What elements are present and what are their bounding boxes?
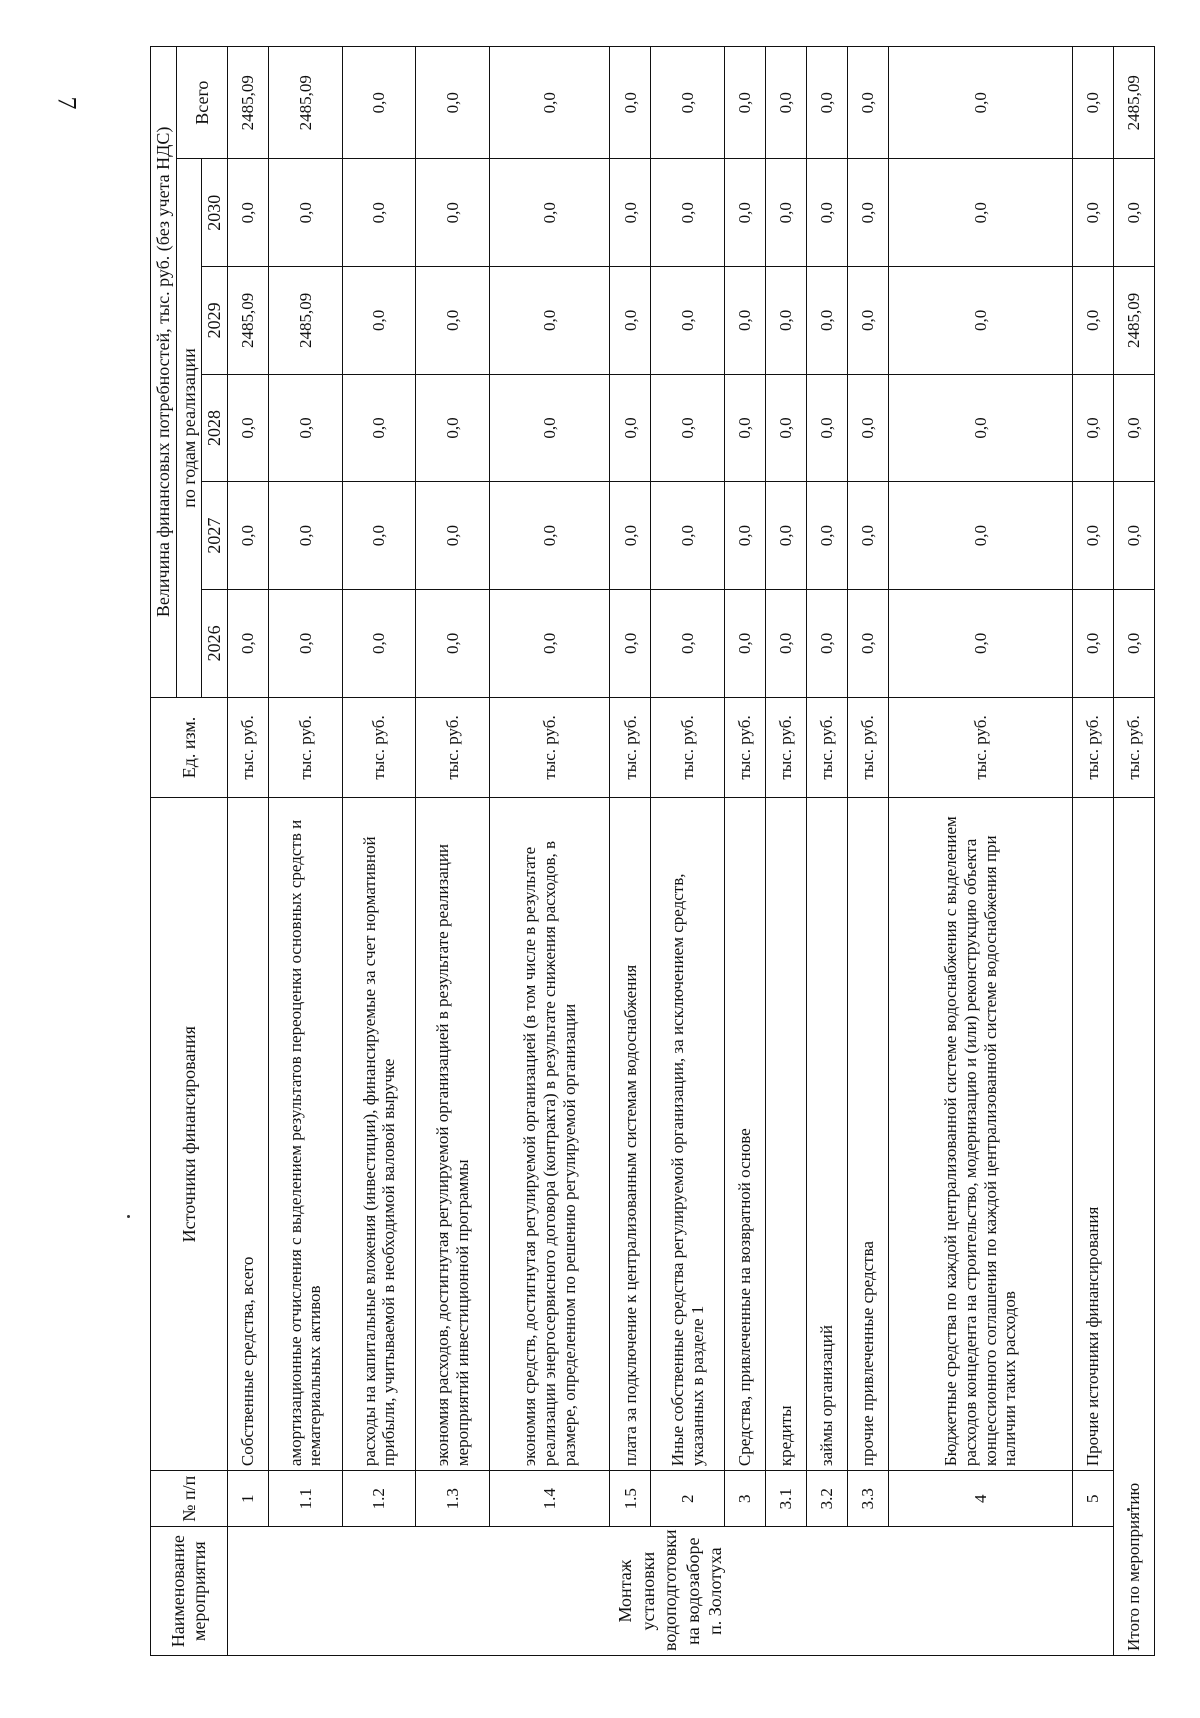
row-year-value: 0,0	[342, 374, 416, 482]
row-source: Собственные средства, всего	[228, 798, 269, 1471]
row-year-value: 0,0	[848, 267, 889, 375]
row-total-value: 0,0	[342, 47, 416, 159]
row-total-value: 0,0	[766, 47, 807, 159]
row-unit: тыс. руб.	[342, 697, 416, 798]
header-year: 2030	[202, 159, 228, 267]
row-number: 4	[889, 1471, 1073, 1527]
row-year-value: 0,0	[610, 374, 651, 482]
row-total-value: 0,0	[610, 47, 651, 159]
row-number: 5	[1072, 1471, 1113, 1527]
row-number: 3.3	[848, 1471, 889, 1527]
row-year-value: 0,0	[725, 159, 766, 267]
row-year-value: 0,0	[1072, 374, 1113, 482]
header-source: Источники финансирования	[151, 798, 228, 1471]
row-year-value: 0,0	[889, 267, 1073, 375]
row-year-value: 0,0	[228, 482, 269, 590]
row-year-value: 0,0	[1072, 590, 1113, 698]
total-sum-value: 2485,09	[1113, 47, 1154, 159]
row-year-value: 2485,09	[269, 267, 343, 375]
total-year-value: 0,0	[1113, 590, 1154, 698]
row-unit: тыс. руб.	[807, 697, 848, 798]
row-year-value: 0,0	[766, 482, 807, 590]
row-total-value: 0,0	[725, 47, 766, 159]
row-total-value: 0,0	[807, 47, 848, 159]
table-row	[416, 47, 490, 1656]
row-year-value: 0,0	[228, 590, 269, 698]
row-year-value: 0,0	[342, 482, 416, 590]
rotated-table-container	[150, 46, 1155, 1656]
row-total-value: 2485,09	[269, 47, 343, 159]
row-source: плата за подключение к централизованным системам водоснабжения	[610, 798, 651, 1471]
total-unit: тыс. руб.	[1113, 697, 1154, 798]
row-year-value: 0,0	[490, 482, 610, 590]
row-year-value: 0,0	[807, 590, 848, 698]
row-year-value: 0,0	[807, 267, 848, 375]
row-year-value: 2485,09	[228, 267, 269, 375]
table-row	[889, 47, 1073, 1656]
row-year-value: 0,0	[342, 267, 416, 375]
table-row	[848, 47, 889, 1656]
row-unit: тыс. руб.	[889, 697, 1073, 798]
row-source: Иные собственные средства регулируемой организации, за исключением средств, указанных в разделе 1	[651, 798, 725, 1471]
header-year: 2026	[202, 590, 228, 698]
row-year-value: 0,0	[807, 482, 848, 590]
row-total-value: 0,0	[889, 47, 1073, 159]
row-unit: тыс. руб.	[651, 697, 725, 798]
row-year-value: 0,0	[766, 267, 807, 375]
row-year-value: 0,0	[725, 590, 766, 698]
row-year-value: 0,0	[889, 482, 1073, 590]
row-year-value: 0,0	[766, 590, 807, 698]
header-project-name: Наименование мероприятия	[151, 1527, 228, 1656]
row-year-value: 0,0	[807, 159, 848, 267]
row-number: 2	[651, 1471, 725, 1527]
row-total-value: 0,0	[490, 47, 610, 159]
row-unit: тыс. руб.	[269, 697, 343, 798]
header-num: № п/п	[151, 1471, 228, 1527]
table-row	[766, 47, 807, 1656]
row-year-value: 0,0	[1072, 159, 1113, 267]
row-unit: тыс. руб.	[490, 697, 610, 798]
row-year-value: 0,0	[725, 267, 766, 375]
row-source: расходы на капитальные вложения (инвестиции), финансируемые за счет нормативной прибыли, учитываемой в необходимой валовой выручке	[342, 798, 416, 1471]
financing-table	[150, 46, 1155, 1656]
row-number: 3	[725, 1471, 766, 1527]
row-year-value: 0,0	[848, 590, 889, 698]
row-unit: тыс. руб.	[725, 697, 766, 798]
row-year-value: 0,0	[848, 374, 889, 482]
header-unit: Ед. изм.	[151, 697, 228, 798]
row-source: Прочие источники финансирования	[1072, 798, 1113, 1471]
row-year-value: 0,0	[889, 159, 1073, 267]
table-row	[807, 47, 848, 1656]
row-source: экономия средств, достигнутая регулируемой организацией (в том числе в результате реализации энергосервисного договора (контракта) в результате снижения расходов, в размере, определенном по решению регулируемой организации	[490, 798, 610, 1471]
row-year-value: 0,0	[848, 159, 889, 267]
header-financing: Величина финансовых потребностей, тыс. руб. (без учета НДС)	[151, 47, 177, 698]
row-year-value: 0,0	[848, 482, 889, 590]
table-row	[342, 47, 416, 1656]
row-year-value: 0,0	[342, 159, 416, 267]
row-number: 1.3	[416, 1471, 490, 1527]
row-year-value: 0,0	[416, 590, 490, 698]
table-row	[651, 47, 725, 1656]
row-year-value: 0,0	[651, 482, 725, 590]
row-year-value: 0,0	[651, 374, 725, 482]
row-number: 1.1	[269, 1471, 343, 1527]
total-year-value: 0,0	[1113, 374, 1154, 482]
table-row	[269, 47, 343, 1656]
row-year-value: 0,0	[228, 159, 269, 267]
row-year-value: 0,0	[416, 267, 490, 375]
row-year-value: 0,0	[610, 267, 651, 375]
row-year-value: 0,0	[416, 159, 490, 267]
row-year-value: 0,0	[269, 590, 343, 698]
total-year-value: 0,0	[1113, 482, 1154, 590]
total-label: Итого по мероприятию	[1113, 798, 1154, 1656]
header-by-years: по годам реализации	[176, 159, 202, 697]
project-name-cell: Монтаж установки водоподготовки на водозаборе п. Золотуха	[228, 1527, 1114, 1656]
row-year-value: 0,0	[610, 159, 651, 267]
total-year-value: 0,0	[1113, 159, 1154, 267]
header-year: 2029	[202, 267, 228, 375]
row-year-value: 0,0	[610, 590, 651, 698]
table-row	[610, 47, 651, 1656]
row-year-value: 0,0	[889, 374, 1073, 482]
row-year-value: 0,0	[766, 159, 807, 267]
row-unit: тыс. руб.	[228, 697, 269, 798]
table-row	[228, 47, 269, 1656]
row-number: 1.2	[342, 1471, 416, 1527]
row-unit: тыс. руб.	[416, 697, 490, 798]
row-unit: тыс. руб.	[848, 697, 889, 798]
row-year-value: 0,0	[342, 590, 416, 698]
row-year-value: 0,0	[490, 159, 610, 267]
row-year-value: 0,0	[725, 374, 766, 482]
row-year-value: 0,0	[269, 159, 343, 267]
row-total-value: 0,0	[848, 47, 889, 159]
row-year-value: 0,0	[610, 482, 651, 590]
row-year-value: 0,0	[651, 590, 725, 698]
row-source: экономия расходов, достигнутая регулируемой организацией в результате реализации мероприятий инвестиционной программы	[416, 798, 490, 1471]
header-year: 2027	[202, 482, 228, 590]
row-unit: тыс. руб.	[766, 697, 807, 798]
row-year-value: 0,0	[490, 267, 610, 375]
header-total: Всего	[176, 47, 227, 159]
total-year-value: 2485,09	[1113, 267, 1154, 375]
row-year-value: 0,0	[651, 159, 725, 267]
row-total-value: 0,0	[651, 47, 725, 159]
row-year-value: 0,0	[651, 267, 725, 375]
row-source: Средства, привлеченные на возвратной основе	[725, 798, 766, 1471]
row-year-value: 0,0	[490, 374, 610, 482]
row-total-value: 0,0	[1072, 47, 1113, 159]
row-number: 3.2	[807, 1471, 848, 1527]
row-unit: тыс. руб.	[610, 697, 651, 798]
row-year-value: 0,0	[725, 482, 766, 590]
total-row	[1113, 47, 1154, 1656]
table-row	[490, 47, 610, 1656]
row-year-value: 0,0	[490, 590, 610, 698]
row-year-value: 0,0	[1072, 267, 1113, 375]
row-unit: тыс. руб.	[1072, 697, 1113, 798]
row-year-value: 0,0	[269, 482, 343, 590]
scan-speck	[127, 1215, 130, 1218]
row-number: 1.4	[490, 1471, 610, 1527]
table-row	[725, 47, 766, 1656]
header-year: 2028	[202, 374, 228, 482]
row-total-value: 0,0	[416, 47, 490, 159]
row-year-value: 0,0	[416, 482, 490, 590]
row-source: займы организаций	[807, 798, 848, 1471]
row-year-value: 0,0	[1072, 482, 1113, 590]
row-number: 3.1	[766, 1471, 807, 1527]
page-number: 7	[52, 96, 82, 110]
row-total-value: 2485,09	[228, 47, 269, 159]
row-number: 1	[228, 1471, 269, 1527]
table-row	[1072, 47, 1113, 1656]
row-year-value: 0,0	[807, 374, 848, 482]
row-number: 1.5	[610, 1471, 651, 1527]
row-source: кредиты	[766, 798, 807, 1471]
row-year-value: 0,0	[269, 374, 343, 482]
row-year-value: 0,0	[889, 590, 1073, 698]
row-source: прочие привлеченные средства	[848, 798, 889, 1471]
row-source: Бюджетные средства по каждой централизованной системе водоснабжения с выделением расходов концедента на строительство, модернизацию и (или) реконструкцию объекта концессионного соглашения по каждой централизованной системе водоснабжения при наличии таких расходов	[889, 798, 1073, 1471]
row-year-value: 0,0	[766, 374, 807, 482]
row-year-value: 0,0	[228, 374, 269, 482]
row-year-value: 0,0	[416, 374, 490, 482]
row-source: амортизационные отчисления с выделением результатов переоценки основных средств и нематериальных активов	[269, 798, 343, 1471]
